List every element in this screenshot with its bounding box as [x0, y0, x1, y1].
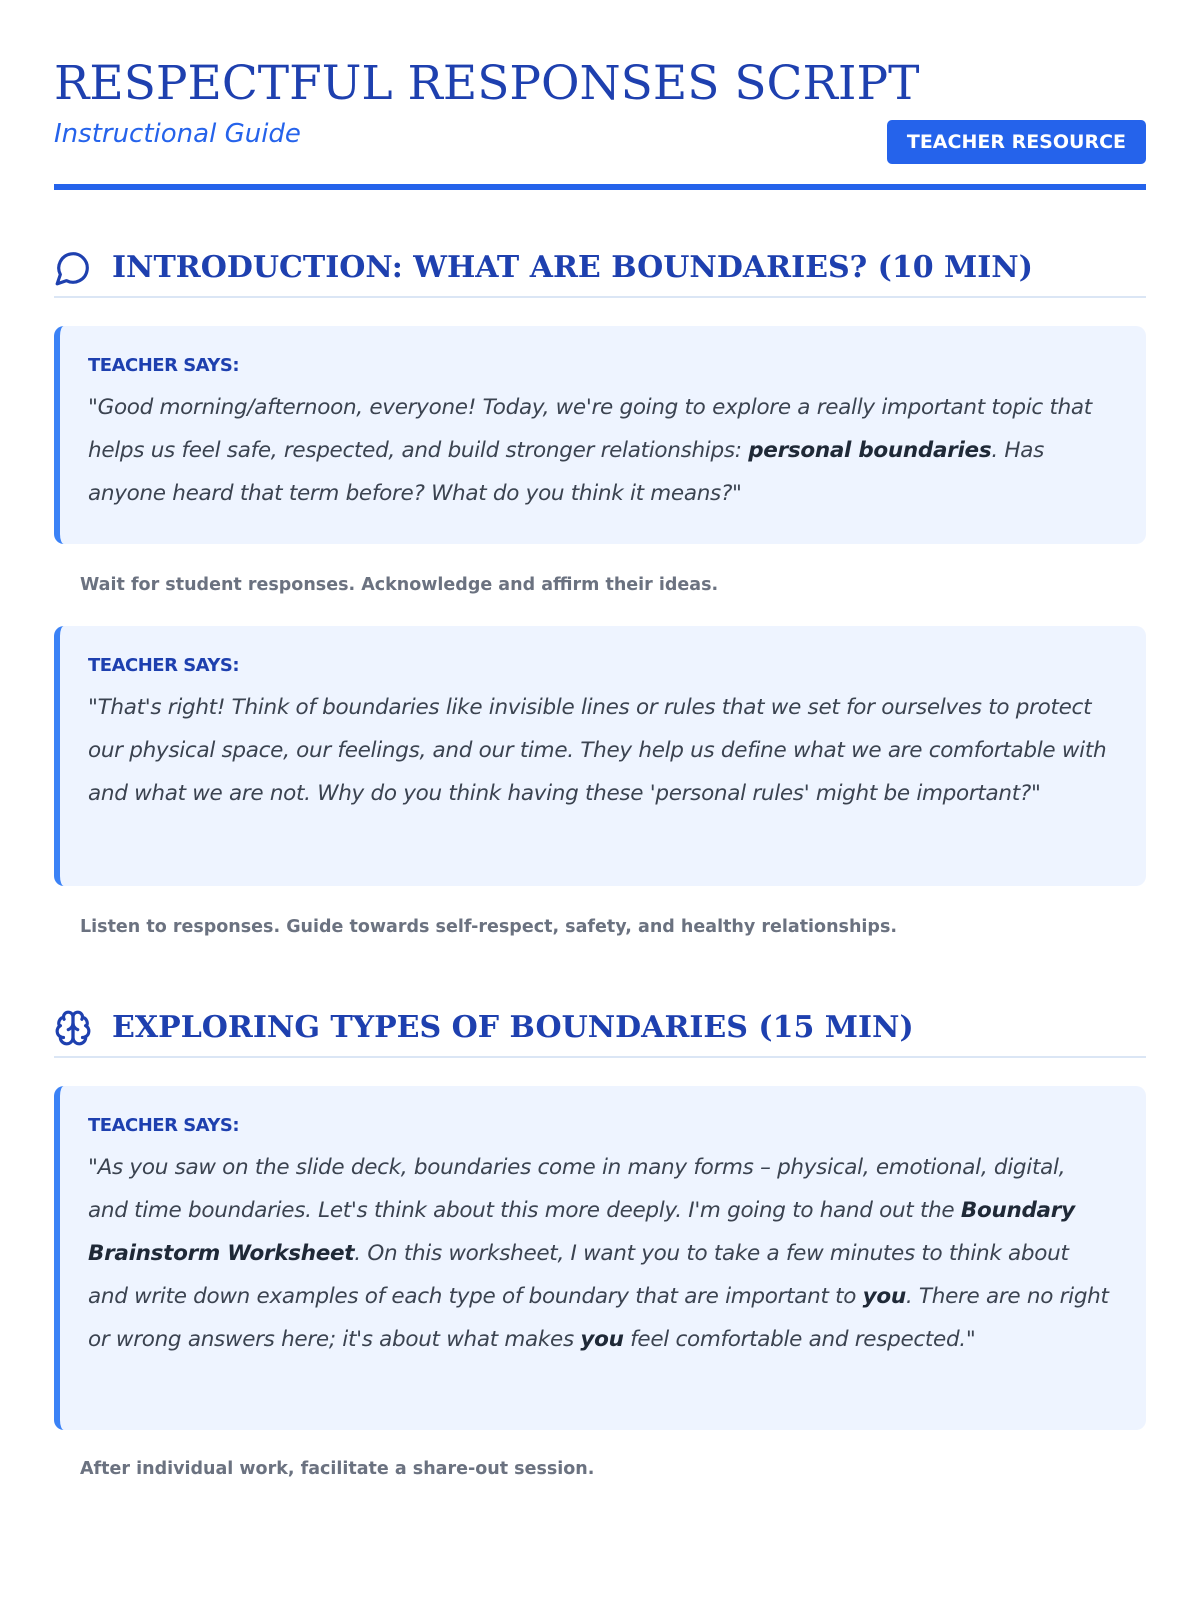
- section-heading-exploring-types: [54, 1000, 1146, 1058]
- teacher-says-box: [54, 1086, 1146, 1430]
- teacher-says-box: [54, 626, 1146, 886]
- speech-bubble-icon: [54, 249, 92, 287]
- script-emphasis: personal boundaries: [748, 438, 992, 463]
- section-heading-introduction: [54, 240, 1146, 298]
- section-title: EXPLORING TYPES OF BOUNDARIES (15 MIN): [112, 1010, 914, 1045]
- teacher-says-label: TEACHER SAYS:: [88, 1115, 240, 1136]
- script-text-segment: feel comfortable and respected.": [623, 1327, 976, 1352]
- script-text-segment: . Has anyone heard that term before? What do you think it means?": [88, 438, 1045, 506]
- brain-icon: [54, 1009, 92, 1047]
- script-emphasis: you: [862, 1284, 906, 1309]
- script-text-segment: . On this worksheet, I want you to take a few minutes to think about and write down examples of each type of boundary that are important to: [88, 1241, 1069, 1309]
- teacher-note: Listen to responses. Guide towards self-respect, safety, and healthy relationships.: [80, 917, 898, 937]
- teacher-script-text: "That's right! Think of boundaries like invisible lines or rules that we set for ourselves to protect our physical space, our feelings, and our time. They help us define what we are comfortable with and what we are not. Why do you think having these 'personal rules' might be important?": [88, 695, 1107, 806]
- teacher-says-box: [54, 326, 1146, 544]
- teacher-resource-badge: TEACHER RESOURCE: [887, 120, 1146, 164]
- teacher-note: After individual work, facilitate a share-out session.: [80, 1459, 595, 1479]
- teacher-says-label: TEACHER SAYS:: [88, 655, 240, 676]
- script-text-segment: . There are no right or wrong answers here; it's about what makes: [88, 1284, 1109, 1352]
- section-title: INTRODUCTION: WHAT ARE BOUNDARIES? (10 MIN): [112, 250, 1033, 285]
- script-emphasis: Boundary Brainstorm Worksheet: [88, 1198, 1075, 1266]
- teacher-note: Wait for student responses. Acknowledge and affirm their ideas.: [80, 575, 719, 595]
- document-subtitle: Instructional Guide: [54, 119, 301, 149]
- document-title: RESPECTFUL RESPONSES SCRIPT: [54, 56, 920, 111]
- script-text-segment: "Good morning/afternoon, everyone! Today, we're going to explore a really important topic that helps us feel safe, respected, and build stronger relationships:: [88, 395, 1092, 463]
- teacher-script-text: [88, 386, 1110, 515]
- teacher-script-text: [88, 1146, 1110, 1361]
- teacher-says-label: TEACHER SAYS:: [88, 355, 240, 376]
- document-header: [54, 54, 1146, 190]
- script-text-segment: "As you saw on the slide deck, boundaries come in many forms – physical, emotional, digital, and time boundaries. Let's think about this more deeply. I'm going to hand out the: [88, 1155, 1066, 1223]
- script-emphasis: you: [580, 1327, 624, 1352]
